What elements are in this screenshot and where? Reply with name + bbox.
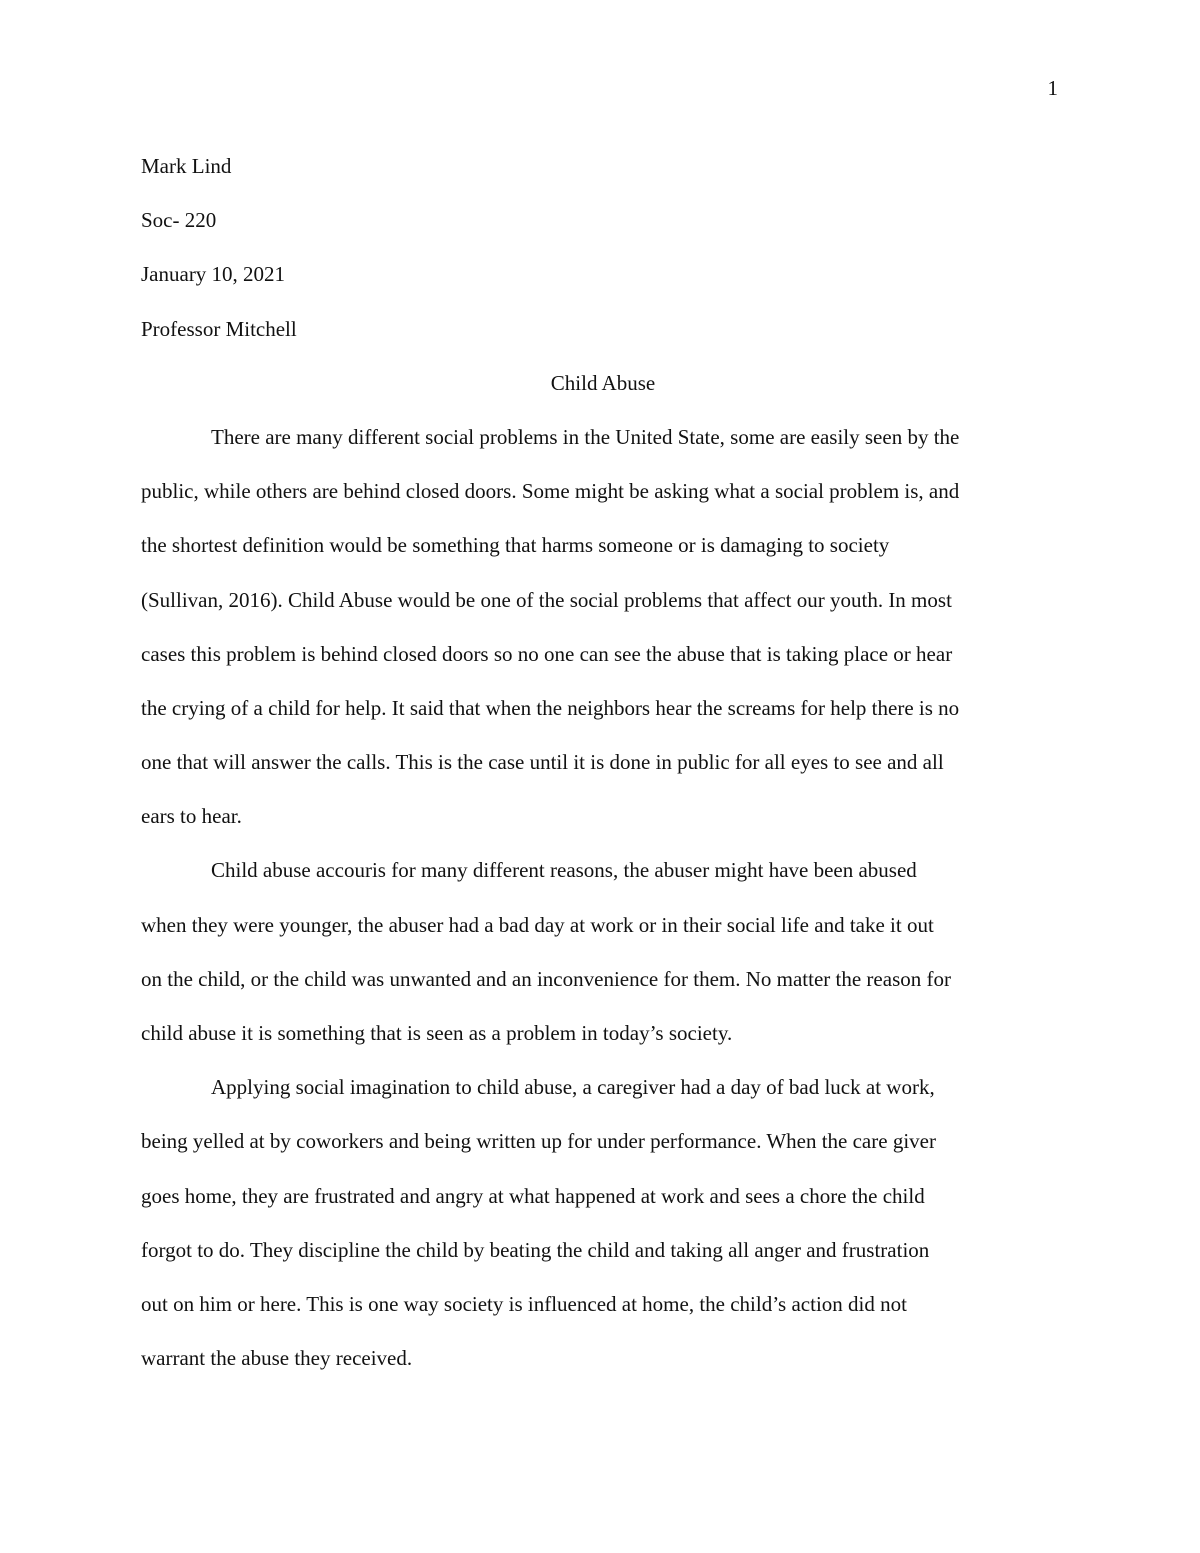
author-name: Mark Lind	[141, 154, 232, 178]
paragraph-line: public, while others are behind closed doors. Some might be asking what a social problem is, and	[141, 479, 960, 504]
paragraph-line: the shortest definition would be something that harms someone or is damaging to society	[141, 533, 890, 558]
paragraph-line: Child abuse accouris for many different reasons, the abuser might have been abused	[211, 858, 917, 883]
paragraph-line: goes home, they are frustrated and angry at what happened at work and sees a chore the child	[141, 1183, 925, 1208]
paragraph-line: out on him or here. This is one way society is influenced at home, the child’s action did not	[141, 1291, 907, 1316]
document-title: Child Abuse	[550, 370, 656, 395]
paragraph-line: on the child, or the child was unwanted and an inconvenience for them. No matter the reason for	[141, 966, 951, 991]
document-body	[141, 139, 1065, 1385]
paragraph-1	[141, 410, 1065, 844]
course-name: Soc- 220	[141, 208, 217, 233]
paragraph-line: one that will answer the calls. This is the case until it is done in public for all eyes to see and all	[141, 750, 944, 775]
paragraph-line: ears to hear.	[141, 804, 242, 829]
paragraph-line: cases this problem is behind closed doors so no one can see the abuse that is taking place or hear	[141, 641, 953, 666]
paragraph-3	[141, 1060, 1065, 1385]
professor-name: Professor Mitchell	[141, 316, 297, 341]
paragraph-line: warrant the abuse they received.	[141, 1346, 413, 1371]
paragraph-2	[141, 843, 1065, 1060]
paragraph-line: Applying social imagination to child abuse, a caregiver had a day of bad luck at work,	[211, 1075, 935, 1100]
paragraph-line: (Sullivan, 2016). Child Abuse would be one of the social problems that affect our youth. In most	[141, 587, 952, 612]
paragraph-line: There are many different social problems in the United State, some are easily seen by the	[211, 424, 960, 449]
paragraph-line: when they were younger, the abuser had a bad day at work or in their social life and take it out	[141, 912, 934, 937]
paragraph-line: being yelled at by coworkers and being written up for under performance. When the care giver	[141, 1129, 936, 1154]
page-number: 1	[1047, 76, 1058, 100]
document-date: January 10, 2021	[141, 262, 286, 287]
paragraph-line: forgot to do. They discipline the child by beating the child and taking all anger and frustration	[141, 1237, 930, 1262]
paragraph-line: the crying of a child for help. It said that when the neighbors hear the screams for help there is no	[141, 695, 960, 720]
paragraph-line: child abuse it is something that is seen as a problem in today’s society.	[141, 1021, 733, 1045]
